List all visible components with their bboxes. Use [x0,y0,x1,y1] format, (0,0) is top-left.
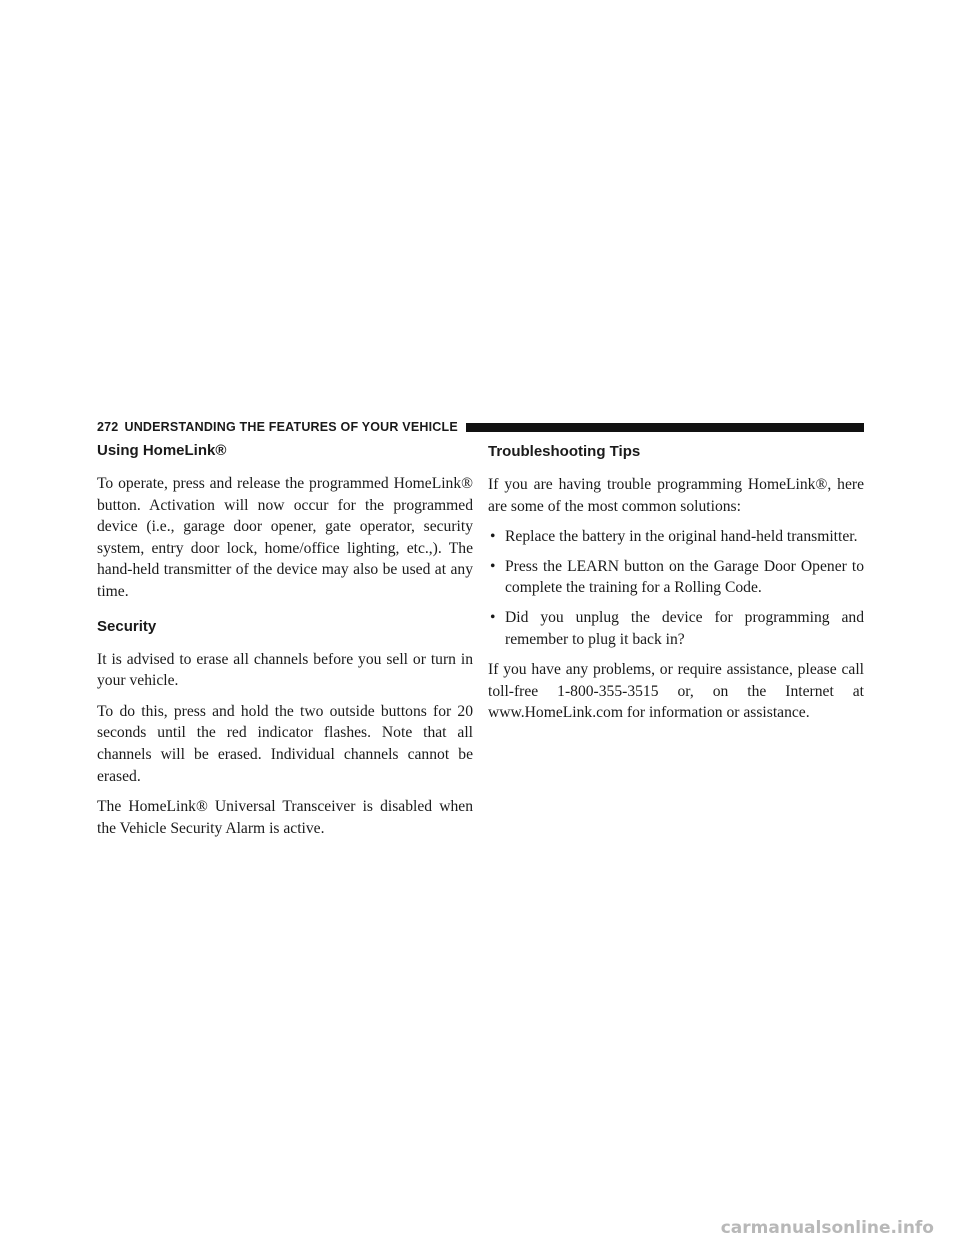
paragraph-contact-info: If you have any problems, or require assistance, please call toll-free 1-800-355-3515 or, on the Internet at www.HomeLink.com for information or assistance. [488,661,864,722]
page-number: 272 [97,420,119,434]
paragraph-security-erase: It is advised to erase all channels before you sell or turn in your vehicle. [97,650,473,690]
heading-using-homelink: Using HomeLink® [97,442,227,459]
right-column [488,441,864,733]
heading-troubleshooting-tips: Troubleshooting Tips [488,443,641,460]
paragraph-security-alarm: The HomeLink® Universal Transceiver is disabled when the Vehicle Security Alarm is active. [97,798,473,837]
list-item-text: Replace the battery in the original hand-held transmitter. [505,528,858,546]
list-item [488,526,864,548]
list-item [488,556,864,599]
list-item-text: Press the LEARN button on the Garage Door Opener to complete the training for a Rolling Code. [505,557,864,597]
page-header [97,419,864,435]
list-item-text: Did you unplug the device for programming and remember to plug it back in? [505,608,864,648]
heading-security: Security [97,617,157,635]
watermark: carmanualsonline.info [720,1218,934,1238]
header-rule [466,423,864,432]
bullet-icon: • [490,557,496,575]
bullet-icon: • [490,528,496,546]
bullet-icon: • [490,608,496,626]
paragraph-troubleshooting-intro: If you are having trouble programming HomeLink®, here are some of the most common solutions: [488,476,864,515]
paragraph-using-homelink: To operate, press and release the programmed HomeLink® button. Activation will now occur for the programmed device (i.e., garage door opener, gate operator, security system, entry door lock, home/office lighting, etc.,). The hand-held transmitter of the device may also be used at any time. [97,475,473,600]
solutions-list [488,526,864,650]
left-column [97,441,473,848]
paragraph-security-procedure: To do this, press and hold the two outside buttons for 20 seconds until the red indicator flashes. Note that all channels will be erased. Individual channels cannot be erased. [97,702,473,785]
list-item [488,607,864,650]
section-title: UNDERSTANDING THE FEATURES OF YOUR VEHICLE [124,420,458,434]
